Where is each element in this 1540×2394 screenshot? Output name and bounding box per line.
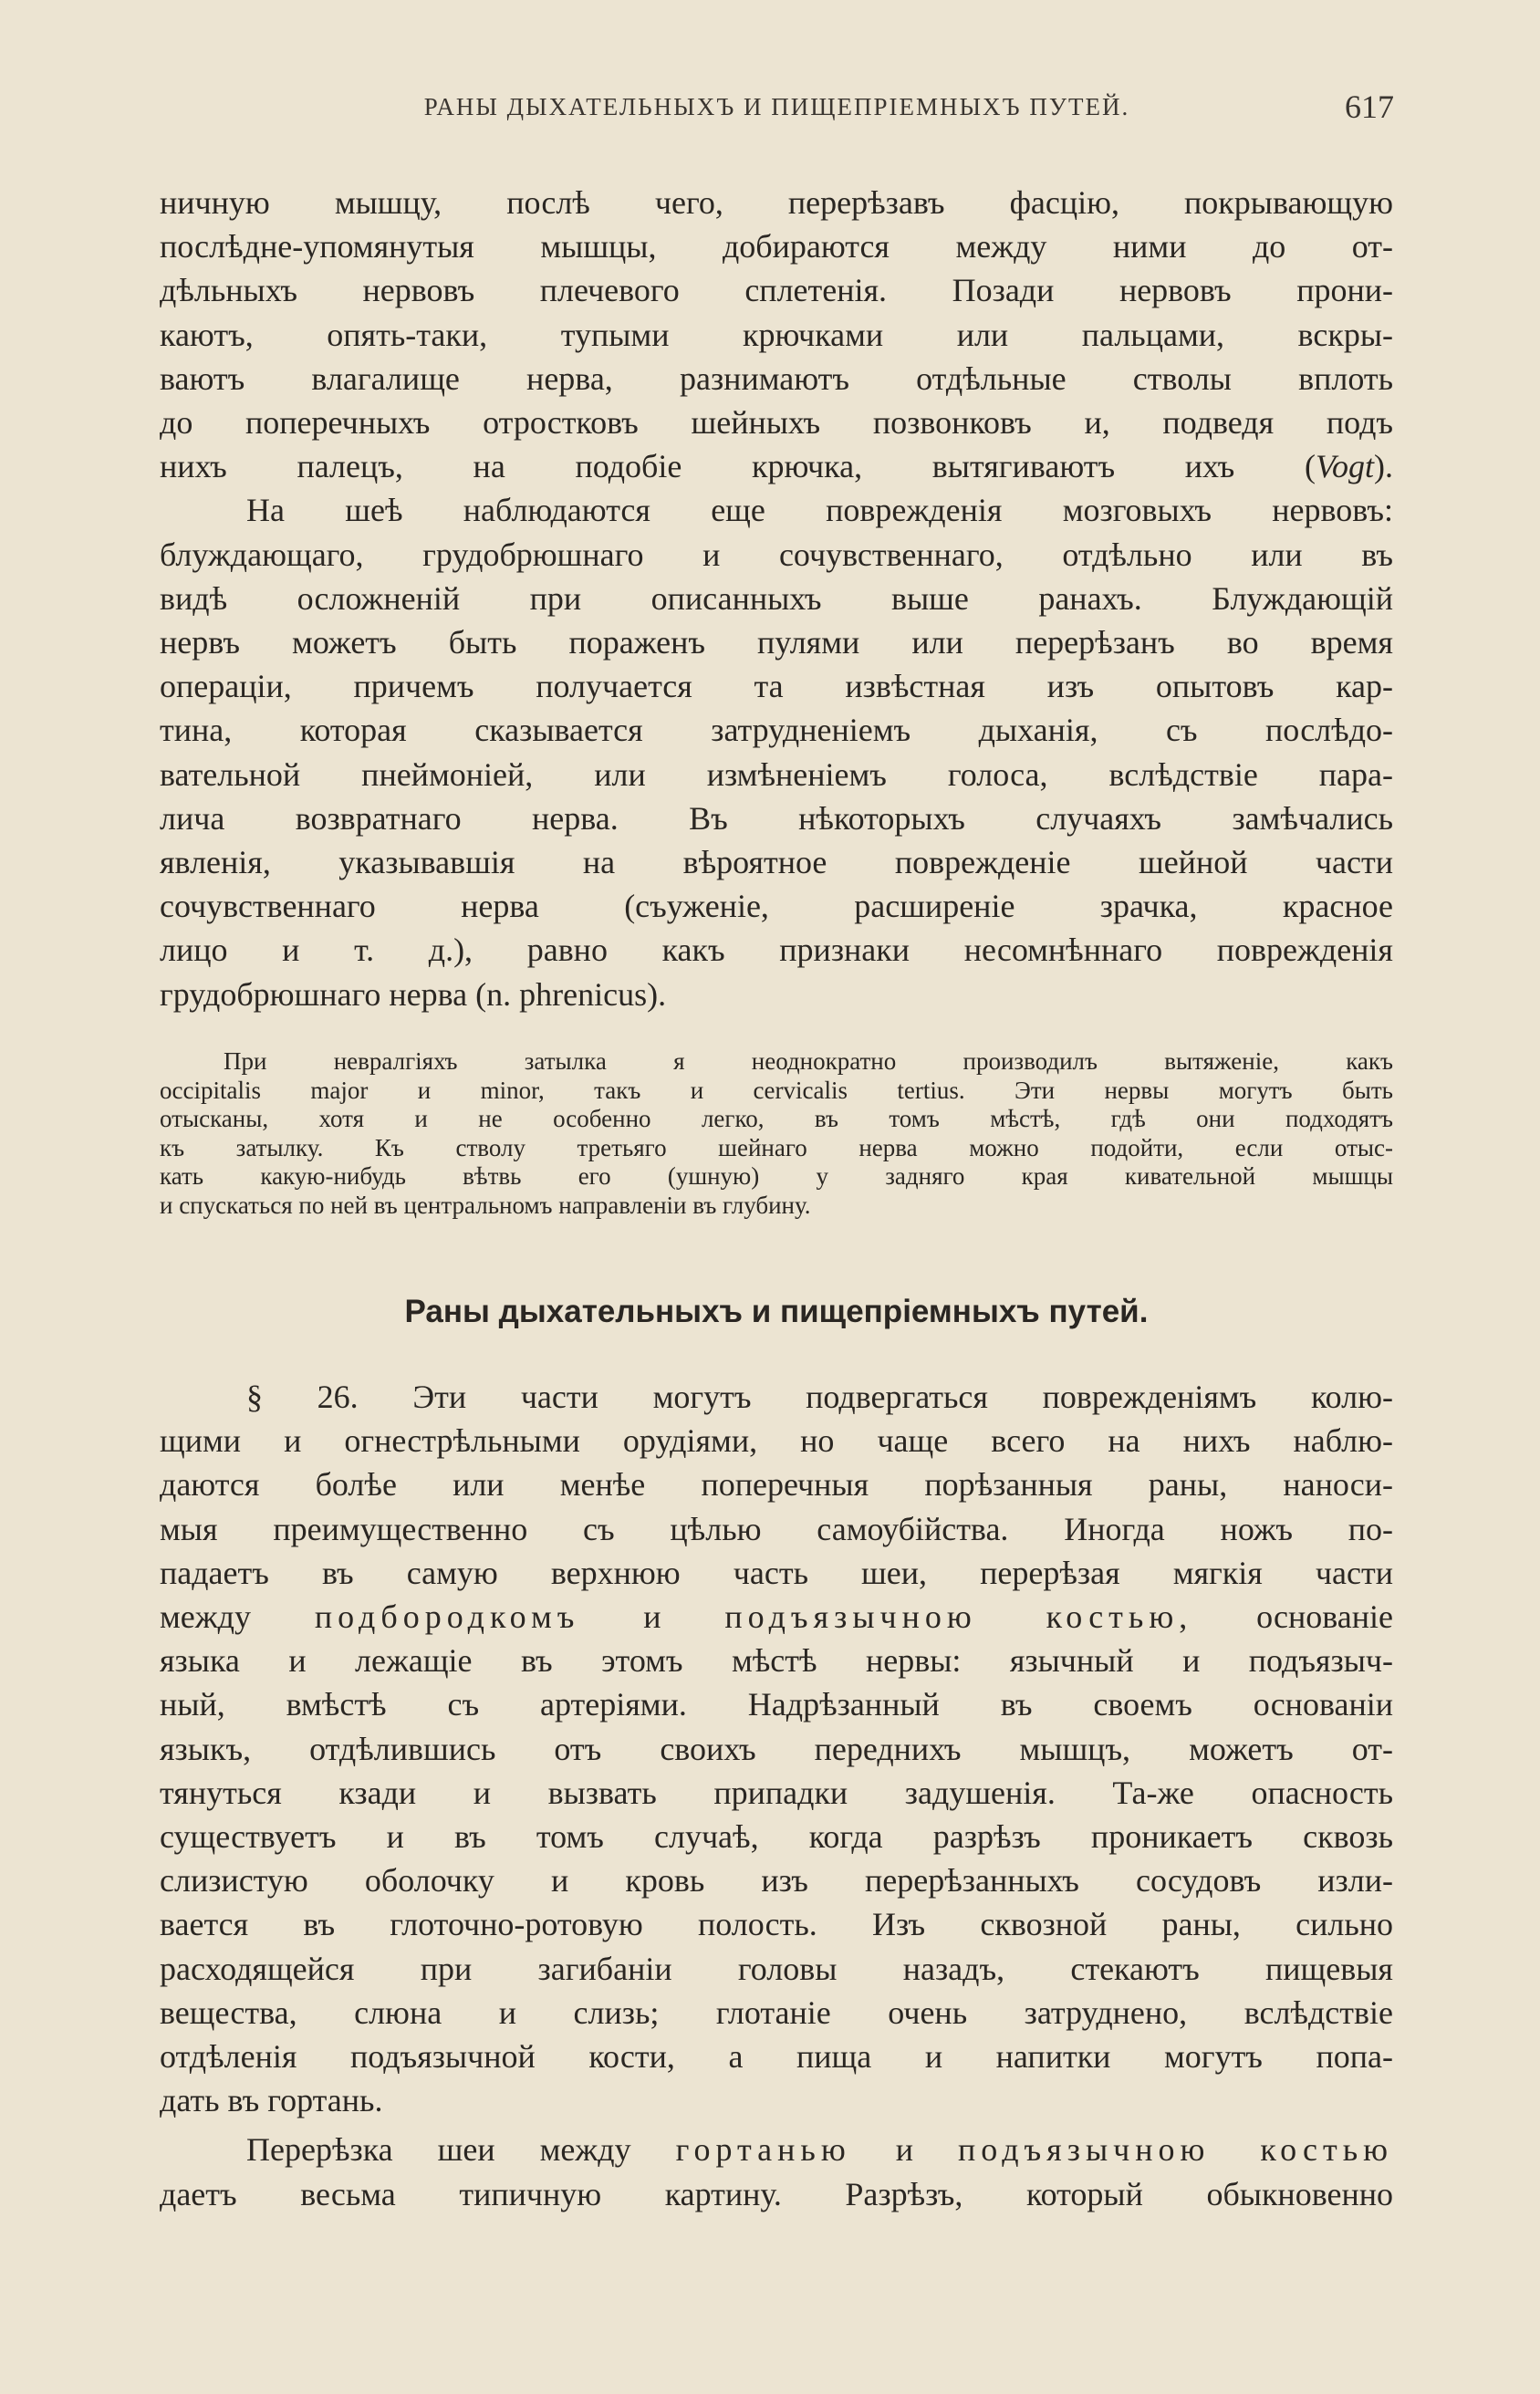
text-line: расходящейся при загибаніи головы назадъ, стекаютъ пищевыя [160,1950,1393,1987]
text-line: каютъ, опять-таки, тупыми крючками или пальцами, вскры- [160,316,1393,353]
spaced-term: подъязычною костью [958,2131,1394,2169]
text-line: слизистую оболочку и кровь изъ перерѣзанныхъ сосудовъ изли- [160,1862,1393,1900]
note-line: къ затылку. Къ стволу третьяго шейнаго нерва можно подойти, если отыс- [160,1133,1393,1161]
text-line [160,444,1393,488]
spaced-term: подбородкомъ [314,1598,580,1636]
section-body [160,1375,1393,2216]
text-line: блуждающаго, грудобрюшнаго и сочувственнаго, отдѣльно или въ [160,536,1393,573]
text-line: вается въ глоточно-ротовую полость. Изъ сквозной раны, сильно [160,1906,1393,1943]
text-line [160,1595,1393,1639]
spaced-term: гортанью [675,2131,851,2169]
text-line: лича возвратнаго нерва. Въ нѣкоторыхъ случаяхъ замѣчались [160,799,1393,837]
running-title: РАНЫ ДЫХАТЕЛЬНЫХЪ И ПИЩЕПРІЕМНЫХЪ ПУТЕЙ. [423,93,1130,120]
text-line: даетъ весьма типичную картину. Разрѣзъ, который обыкновенно [160,2175,1393,2212]
section-heading: Раны дыхательныхъ и пищепріемныхъ путей. [404,1294,1149,1329]
text-line: видѣ осложненій при описанныхъ выше ранахъ. Блуждающій [160,579,1393,617]
page-number: 617 [1345,88,1394,125]
running-head [160,88,1394,139]
paragraph-continuation [160,181,1393,1016]
text-line: языкъ, отдѣлившись отъ своихъ переднихъ мышцъ, можетъ от- [160,1730,1393,1767]
text-span: Перерѣзка шеи между [246,2131,676,2169]
author-citation: Vogt [1315,448,1374,485]
text-line: ваютъ влагалище нерва, разнимаютъ отдѣльные стволы вплоть [160,359,1393,397]
text-line: послѣдне-упомянутыя мышцы, добираются между ними до от- [160,228,1393,265]
text-span: между [160,1598,315,1636]
text-span: ). [1374,448,1393,485]
text-line: ничную мышцу, послѣ чего, перерѣзавъ фасцію, покрывающую [160,184,1393,221]
footnote-block [160,1047,1393,1220]
note-line: кать какую-нибудь вѣтвь его (ушную) у задняго края кивательной мышцы [160,1162,1393,1190]
text-line [160,2128,1393,2171]
text-line: вещества, слюна и слизь; глотаніе очень затруднено, вслѣдствіе [160,1993,1393,2031]
text-line: тина, которая сказывается затрудненіемъ дыханія, съ послѣдо- [160,712,1393,749]
text-line: лицо и т. д.), равно какъ признаки несомнѣннаго поврежденія [160,932,1393,969]
spaced-term: подъязычною костью, [724,1598,1193,1636]
text-span: и [850,2131,959,2169]
text-line: операціи, причемъ получается та извѣстная изъ опытовъ кар- [160,668,1393,705]
text-line: грудобрюшнаго нерва (n. phrenicus). [160,975,667,1013]
text-line: На шеѣ наблюдаются еще поврежденія мозговыхъ нервовъ: [246,492,1393,529]
text-line: нервъ можетъ быть пораженъ пулями или перерѣзанъ во время [160,624,1393,661]
text-line: существуетъ и въ томъ случаѣ, когда разрѣзъ проникаетъ сквозь [160,1818,1393,1856]
text-line: отдѣленія подъязычной кости, а пища и напитки могутъ попа- [160,2038,1393,2076]
text-line: мыя преимущественно съ цѣлью самоубійства. Иногда ножъ по- [160,1510,1393,1547]
text-span: основаніе [1192,1598,1394,1636]
text-span: и [579,1598,725,1636]
text-line: даются болѣе или менѣе поперечныя порѣзанныя раны, наноси- [160,1466,1393,1504]
text-line: щими и огнестрѣльными орудіями, но чаще всего на нихъ наблю- [160,1422,1393,1460]
text-line: сочувственнаго нерва (съуженіе, расширеніе зрачка, красное [160,888,1393,925]
text-line: явленія, указывавшія на вѣроятное поврежденіе шейной части [160,844,1393,881]
text-line: языка и лежащіе въ этомъ мѣстѣ нервы: язычный и подъязыч- [160,1642,1393,1680]
text-line: § 26. Эти части могутъ подвергаться поврежденіямъ колю- [246,1379,1393,1415]
text-line: тянуться кзади и вызвать припадки задушенія. Та-же опасность [160,1774,1393,1811]
note-line: occipitalis major и minor, такъ и cervicalis tertius. Эти нервы могутъ быть [160,1076,1393,1104]
note-line: отысканы, хотя и не особенно легко, въ томъ мѣстѣ, гдѣ они подходятъ [160,1105,1393,1132]
text-line: падаетъ въ самую верхнюю часть шеи, перерѣзая мягкія части [160,1554,1393,1591]
text-line: дѣльныхъ нервовъ плечевого сплетенія. Позади нервовъ прони- [160,272,1393,309]
text-line: ный, вмѣстѣ съ артеріями. Надрѣзанный въ своемъ основаніи [160,1686,1393,1723]
text-line: до поперечныхъ отростковъ шейныхъ позвонковъ и, подведя подъ [160,404,1393,442]
text-line: дать въ гортань. [160,2082,383,2119]
text-span: нихъ палецъ, на подобіе крючка, вытягиваютъ ихъ ( [160,448,1316,485]
note-line: и спускаться по ней въ центральномъ направленіи въ глубину. [160,1191,811,1219]
note-line: При невралгіяхъ затылка я неоднократно производилъ вытяженіе, какъ [224,1047,1393,1075]
text-line: вательной пнеймоніей, или измѣненіемъ голоса, вслѣдствіе пара- [160,755,1393,793]
